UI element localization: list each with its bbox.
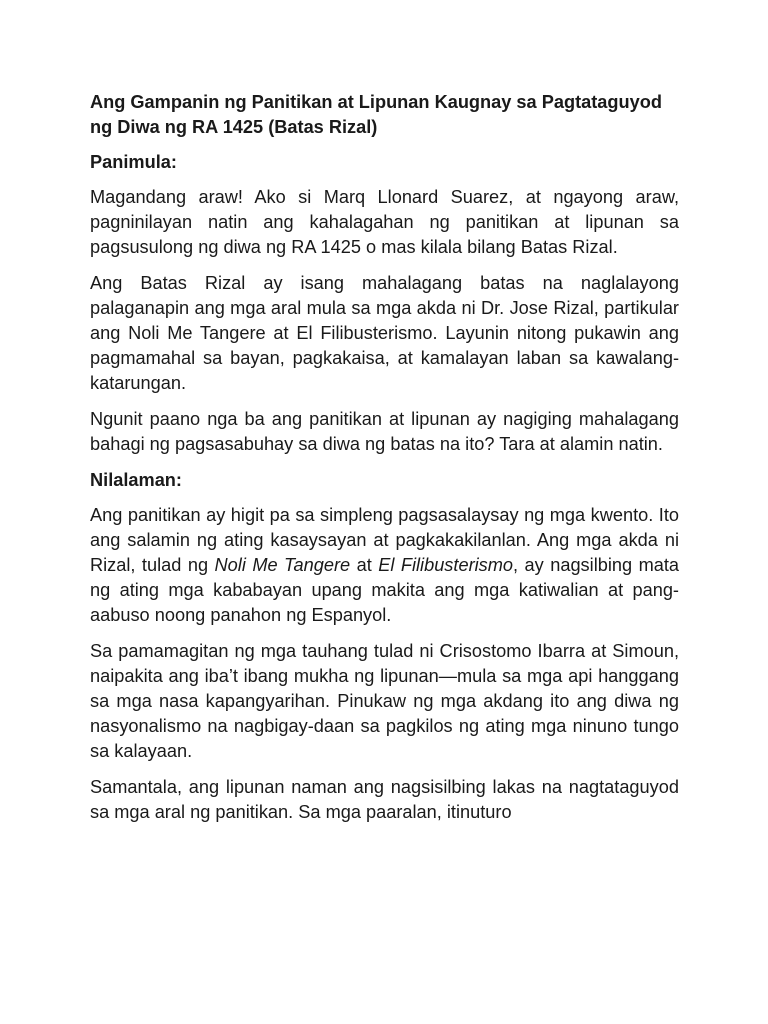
section-heading: Panimula: [90, 152, 177, 172]
book-title-fili: El Filibusterismo [378, 555, 514, 575]
document-page [90, 90, 679, 836]
paragraph [90, 407, 679, 457]
paragraph [90, 775, 679, 825]
paragraph [90, 503, 679, 628]
paragraph-text: Ang panitikan ay higit pa sa simpleng pagsasalaysay ng mga kwento. Ito ang salamin ng ating kasaysayan at pagkakakilanlan. Ang mga akda ni Rizal, tulad ng [90, 505, 679, 575]
paragraph-text: Samantala, ang lipunan naman ang nagsisilbing lakas na nagtataguyod sa mga aral ng panitikan. Sa mga paaralan, itinuturo [90, 777, 679, 822]
paragraph-text: Ngunit paano nga ba ang panitikan at lipunan ay nagiging mahalagang bahagi ng pagsasabuhay sa diwa ng batas na ito? Tara at alamin natin. [90, 409, 679, 454]
section-panimula [90, 150, 679, 457]
paragraph [90, 639, 679, 764]
paragraph-text: at [350, 555, 379, 575]
paragraph-text: , ay nagsilbing mata ng ating mga kababayan upang makita ang mga katiwalian at pang-aabuso noong panahon ng Espanyol. [90, 555, 680, 625]
paragraph-text: Ang Batas Rizal ay isang mahalagang batas na naglalayong palaganapin ang mga aral mula sa mga akda ni Dr. Jose Rizal, partikular ang Noli Me Tangere at El Filibusterismo. Layunin nitong pukawin ang pagmamahal sa bayan, pagkakaisa, at kamalayan laban sa kawalang-katarungan. [90, 273, 679, 393]
section-heading: Nilalaman: [90, 470, 182, 490]
paragraph-text: Magandang araw! Ako si Marq Llonard Suarez, at ngayong araw, pagninilayan natin ang kahalagahan ng panitikan at lipunan sa pagsusulong ng diwa ng RA 1425 o mas kilala bilang Batas Rizal. [90, 187, 679, 257]
section-nilalaman [90, 468, 679, 825]
paragraph [90, 271, 679, 396]
document-title: Ang Gampanin ng Panitikan at Lipunan Kaugnay sa Pagtataguyod ng Diwa ng RA 1425 (Batas Rizal) [90, 92, 662, 137]
paragraph-text: Sa pamamagitan ng mga tauhang tulad ni Crisostomo Ibarra at Simoun, naipakita ang iba’t ibang mukha ng lipunan—mula sa mga api hanggang sa mga nasa kapangyarihan. Pinukaw ng mga akdang ito ang diwa ng nasyonalismo na nagbigay-daan sa pagkilos ng ating mga ninuno tungo sa kalayaan. [90, 641, 679, 761]
book-title-noli: Noli Me Tangere [214, 555, 351, 575]
paragraph [90, 185, 679, 260]
